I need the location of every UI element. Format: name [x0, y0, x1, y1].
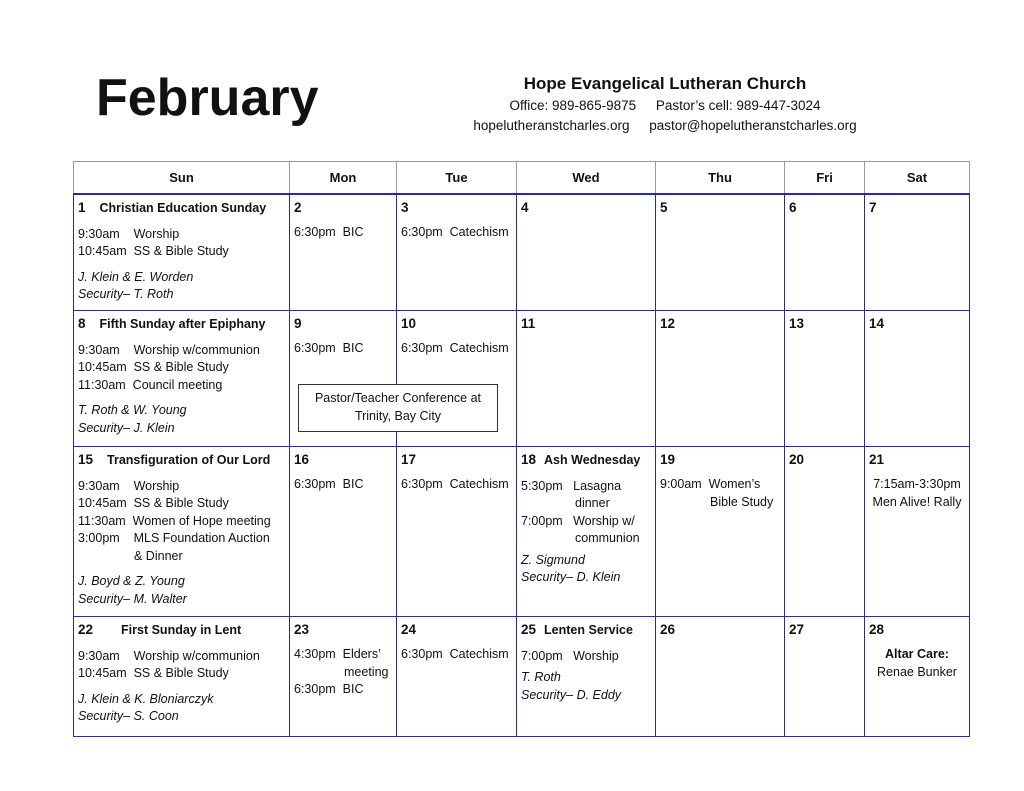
day-number: 14: [869, 316, 885, 331]
event-line: 11:30am Women of Hope meeting: [78, 513, 271, 528]
day-cell[interactable]: [74, 447, 290, 617]
day-cell[interactable]: [865, 311, 970, 447]
week-row: [74, 617, 970, 737]
event-line: 10:45am SS & Bible Study: [78, 496, 229, 510]
day-number: 4: [521, 200, 529, 215]
day-cell[interactable]: [397, 447, 517, 617]
day-cell[interactable]: [865, 617, 970, 737]
conference-note-box: Pastor/Teacher Conference at Trinity, Bay City: [298, 384, 498, 432]
day-cell[interactable]: [865, 194, 970, 311]
calendar-grid: [73, 161, 969, 734]
day-number: 25: [521, 622, 537, 637]
day-number: 20: [789, 452, 805, 467]
day-cell[interactable]: [785, 194, 865, 311]
people-line: J. Boyd & Z. Young: [78, 574, 185, 588]
day-number: 3: [401, 200, 409, 215]
day-number: 23: [294, 622, 310, 637]
event-line: 6:30pm Catechism: [401, 477, 509, 491]
security-line: Security– S. Coon: [78, 709, 179, 723]
weekday-tue: Tue: [397, 162, 517, 195]
day-number: 28: [869, 622, 885, 637]
security-line: Security– J. Klein: [78, 420, 175, 435]
weekday-sat: Sat: [865, 162, 970, 195]
day-number: 17: [401, 452, 417, 467]
day-cell[interactable]: [517, 311, 656, 447]
event-line: 5:30pm Lasagna: [521, 478, 622, 493]
people-line: J. Klein & E. Worden: [78, 269, 194, 284]
day-cell[interactable]: [865, 447, 970, 617]
day-number: 11: [521, 316, 536, 331]
event-line-continued: & Dinner: [134, 548, 183, 563]
event-line: Men Alive! Rally: [872, 494, 962, 509]
event-line: 7:00pm Worship w/: [521, 513, 635, 528]
weekday-header-row: [74, 162, 970, 195]
day-number: 27: [789, 622, 805, 637]
day-title: Transfiguration of Our Lord: [107, 453, 271, 467]
security-line: Security– D. Klein: [521, 570, 621, 584]
pastor-cell: Pastor’s cell: 989-447-3024: [655, 98, 821, 113]
event-line-continued: meeting: [344, 664, 389, 679]
email-link[interactable]: pastor@hopelutheranstcharles.org: [649, 118, 857, 133]
weekday-mon: Mon: [290, 162, 397, 195]
day-number: 22: [78, 622, 94, 637]
day-cell[interactable]: [517, 447, 656, 617]
day-number: 21: [869, 452, 885, 467]
day-number: 2: [294, 200, 302, 215]
church-phones: [440, 98, 890, 113]
day-cell[interactable]: [656, 194, 785, 311]
day-number: 1: [78, 200, 86, 215]
day-number: 19: [660, 452, 676, 467]
event-line: 10:45am SS & Bible Study: [78, 360, 229, 374]
day-cell[interactable]: [397, 194, 517, 311]
day-cell[interactable]: [290, 447, 397, 617]
event-line: 9:30am Worship: [78, 226, 180, 241]
people-line: Z. Sigmund: [521, 552, 585, 567]
altar-care-name: Renae Bunker: [877, 664, 957, 679]
day-number: 8: [78, 316, 86, 331]
event-line: 11:30am Council meeting: [78, 377, 223, 392]
event-line: 6:30pm Catechism: [401, 647, 509, 661]
event-line: 6:30pm BIC: [294, 225, 364, 239]
day-cell[interactable]: [517, 617, 656, 737]
day-number: 24: [401, 622, 417, 637]
event-line: 6:30pm Catechism: [401, 225, 509, 239]
security-line: Security– T. Roth: [78, 287, 174, 301]
event-line: 7:15am-3:30pm: [873, 477, 961, 491]
week-row: [74, 194, 970, 311]
week-row: [74, 447, 970, 617]
event-line: 9:30am Worship w/communion: [78, 342, 260, 357]
event-line: 9:30am Worship: [78, 478, 180, 493]
weekday-fri: Fri: [785, 162, 865, 195]
weekday-sun: Sun: [74, 162, 290, 195]
month-title: February: [96, 69, 319, 127]
day-cell[interactable]: [517, 194, 656, 311]
event-line-continued: communion: [575, 531, 640, 545]
day-number: 5: [660, 200, 668, 215]
day-cell[interactable]: [74, 311, 290, 447]
event-line-continued: dinner: [575, 496, 610, 510]
event-line: 7:00pm Worship: [521, 648, 619, 663]
day-cell[interactable]: [656, 311, 785, 447]
event-line: 9:00am Women’s: [660, 477, 761, 491]
event-line: 6:30pm BIC: [294, 341, 364, 355]
day-number: 9: [294, 316, 302, 331]
event-line: 6:30pm BIC: [294, 477, 364, 491]
event-line: 9:30am Worship w/communion: [78, 648, 260, 663]
church-contacts: [440, 118, 890, 133]
day-title: First Sunday in Lent: [121, 623, 242, 637]
day-cell[interactable]: [74, 617, 290, 737]
day-cell[interactable]: [785, 447, 865, 617]
day-title: Christian Education Sunday: [99, 201, 267, 215]
people-line: T. Roth & W. Young: [78, 403, 187, 417]
day-cell[interactable]: [397, 617, 517, 737]
people-line: J. Klein & K. Bloniarczyk: [78, 691, 214, 706]
event-line: 6:30pm Catechism: [401, 341, 509, 355]
day-cell[interactable]: [785, 311, 865, 447]
day-title: Fifth Sunday after Epiphany: [99, 317, 266, 331]
day-title: Ash Wednesday: [544, 453, 641, 467]
day-cell[interactable]: [656, 447, 785, 617]
website-link[interactable]: hopelutheranstcharles.org: [473, 118, 630, 133]
altar-care-label: Altar Care:: [885, 647, 949, 661]
event-line: 6:30pm BIC: [294, 682, 364, 696]
day-cell[interactable]: [656, 617, 785, 737]
weekday-thu: Thu: [656, 162, 785, 195]
day-number: 15: [78, 452, 94, 467]
day-number: 10: [401, 316, 417, 331]
day-cell[interactable]: [785, 617, 865, 737]
day-title: Lenten Service: [544, 623, 633, 637]
event-line: 3:00pm MLS Foundation Auction: [78, 531, 270, 545]
day-number: 6: [789, 200, 797, 215]
day-cell[interactable]: [290, 194, 397, 311]
people-line: T. Roth: [521, 670, 561, 684]
day-number: 12: [660, 316, 676, 331]
event-line-continued: Bible Study: [710, 494, 774, 509]
office-phone: Office: 989-865-9875: [509, 98, 637, 113]
event-line: 4:30pm Elders’: [294, 647, 381, 661]
weekday-wed: Wed: [517, 162, 656, 195]
event-line: 10:45am SS & Bible Study: [78, 244, 229, 258]
day-number: 26: [660, 622, 676, 637]
security-line: Security– D. Eddy: [521, 687, 622, 702]
day-cell[interactable]: [74, 194, 290, 311]
security-line: Security– M. Walter: [78, 591, 187, 606]
week-row: [74, 311, 970, 447]
church-name: Hope Evangelical Lutheran Church: [523, 74, 807, 93]
day-number: 18: [521, 452, 537, 467]
event-line: 10:45am SS & Bible Study: [78, 666, 229, 680]
day-cell[interactable]: [290, 617, 397, 737]
day-number: 16: [294, 452, 310, 467]
day-number: 7: [869, 200, 877, 215]
day-number: 13: [789, 316, 805, 331]
